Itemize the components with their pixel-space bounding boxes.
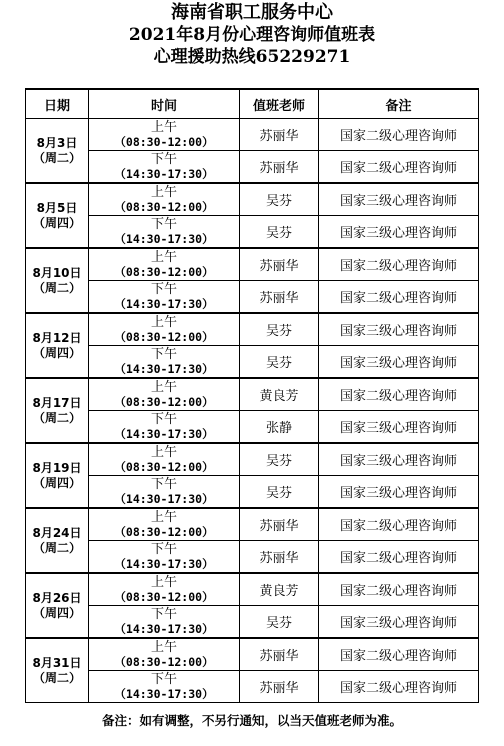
time-cell bbox=[89, 216, 240, 249]
date-label: 8月10日 bbox=[32, 265, 82, 280]
remark-cell: 国家二级心理咨询师 bbox=[319, 151, 479, 184]
teacher-cell: 苏丽华 bbox=[240, 541, 319, 574]
date-label: 8月31日 bbox=[32, 655, 82, 670]
date-label: 8月24日 bbox=[32, 525, 82, 540]
teacher-cell: 吴芬 bbox=[240, 216, 319, 249]
date-label: 8月19日 bbox=[32, 460, 82, 475]
header-remark: 备注 bbox=[319, 89, 479, 119]
date-label: 8月5日 bbox=[36, 200, 78, 215]
weekday-label: （周四） bbox=[32, 475, 81, 490]
period-label: 上午 bbox=[150, 249, 177, 265]
weekday-label: （周二） bbox=[32, 670, 81, 685]
remark-cell: 国家二级心理咨询师 bbox=[319, 573, 479, 606]
date-cell bbox=[26, 508, 89, 573]
time-range: （08:30-12:00） bbox=[114, 459, 214, 474]
period-label: 下午 bbox=[150, 281, 177, 297]
time-cell bbox=[89, 638, 240, 671]
time-range: （08:30-12:00） bbox=[114, 654, 214, 669]
duty-schedule-table bbox=[25, 88, 479, 703]
table-body bbox=[26, 119, 479, 703]
header-date: 日期 bbox=[26, 89, 89, 119]
table-row bbox=[26, 216, 479, 249]
teacher-cell: 吴芬 bbox=[240, 606, 319, 639]
period-label: 下午 bbox=[150, 151, 177, 167]
header-teacher: 值班老师 bbox=[240, 89, 319, 119]
period-label: 下午 bbox=[150, 606, 177, 622]
weekday-label: （周二） bbox=[32, 150, 81, 165]
time-range: （14:30-17:30） bbox=[114, 491, 214, 506]
period-label: 下午 bbox=[150, 476, 177, 492]
remark-cell: 国家二级心理咨询师 bbox=[319, 541, 479, 574]
remark-cell: 国家二级心理咨询师 bbox=[319, 281, 479, 314]
date-label: 8月26日 bbox=[32, 590, 82, 605]
period-label: 下午 bbox=[150, 346, 177, 362]
time-range: （14:30-17:30） bbox=[114, 166, 214, 181]
table-row bbox=[26, 313, 479, 346]
date-cell bbox=[26, 573, 89, 638]
date-cell bbox=[26, 248, 89, 313]
table-row bbox=[26, 248, 479, 281]
time-cell bbox=[89, 671, 240, 703]
time-cell bbox=[89, 119, 240, 151]
weekday-label: （周二） bbox=[32, 280, 81, 295]
time-range: （14:30-17:30） bbox=[114, 556, 214, 571]
table-row bbox=[26, 378, 479, 411]
remark-cell: 国家三级心理咨询师 bbox=[319, 443, 479, 476]
date-cell bbox=[26, 119, 89, 184]
period-label: 下午 bbox=[150, 671, 177, 687]
time-range: （08:30-12:00） bbox=[114, 524, 214, 539]
date-cell bbox=[26, 183, 89, 248]
time-range: （08:30-12:00） bbox=[114, 199, 214, 214]
period-label: 上午 bbox=[150, 509, 177, 525]
table-row bbox=[26, 443, 479, 476]
time-cell bbox=[89, 476, 240, 509]
time-cell bbox=[89, 508, 240, 541]
table-row bbox=[26, 671, 479, 703]
table-row bbox=[26, 573, 479, 606]
date-cell bbox=[26, 443, 89, 508]
remark-cell: 国家二级心理咨询师 bbox=[319, 638, 479, 671]
weekday-label: （周四） bbox=[32, 215, 81, 230]
teacher-cell: 苏丽华 bbox=[240, 281, 319, 314]
time-cell bbox=[89, 346, 240, 379]
table-row bbox=[26, 151, 479, 184]
date-cell bbox=[26, 313, 89, 378]
time-range: （14:30-17:30） bbox=[114, 296, 214, 311]
date-cell bbox=[26, 638, 89, 703]
period-label: 上午 bbox=[150, 444, 177, 460]
time-cell bbox=[89, 313, 240, 346]
time-range: （08:30-12:00） bbox=[114, 264, 214, 279]
period-label: 下午 bbox=[150, 541, 177, 557]
table-row bbox=[26, 183, 479, 216]
time-range: （14:30-17:30） bbox=[114, 426, 214, 441]
period-label: 上午 bbox=[150, 184, 177, 200]
remark-cell: 国家二级心理咨询师 bbox=[319, 119, 479, 151]
teacher-cell: 苏丽华 bbox=[240, 248, 319, 281]
time-cell bbox=[89, 443, 240, 476]
time-cell bbox=[89, 151, 240, 184]
remark-cell: 国家三级心理咨询师 bbox=[319, 183, 479, 216]
table-row bbox=[26, 508, 479, 541]
table-row bbox=[26, 411, 479, 444]
schedule-title: 2021年8月份心理咨询师值班表 bbox=[128, 25, 376, 45]
org-title: 海南省职工服务中心 bbox=[171, 2, 333, 23]
date-label: 8月17日 bbox=[32, 395, 82, 410]
remark-cell: 国家三级心理咨询师 bbox=[319, 476, 479, 509]
teacher-cell: 张静 bbox=[240, 411, 319, 444]
period-label: 上午 bbox=[150, 639, 177, 655]
time-cell bbox=[89, 183, 240, 216]
period-label: 上午 bbox=[150, 314, 177, 330]
table-row bbox=[26, 541, 479, 574]
time-cell bbox=[89, 606, 240, 639]
weekday-label: （周四） bbox=[32, 345, 81, 360]
remark-cell: 国家三级心理咨询师 bbox=[319, 411, 479, 444]
teacher-cell: 苏丽华 bbox=[240, 119, 319, 151]
time-range: （08:30-12:00） bbox=[114, 394, 214, 409]
hotline-title: 心理援助热线65229271 bbox=[153, 47, 351, 67]
table-header-row bbox=[26, 89, 479, 119]
time-range: （14:30-17:30） bbox=[114, 361, 214, 376]
table-row bbox=[26, 119, 479, 151]
teacher-cell: 苏丽华 bbox=[240, 508, 319, 541]
weekday-label: （周二） bbox=[32, 540, 81, 555]
date-label: 8月3日 bbox=[36, 135, 78, 150]
teacher-cell: 苏丽华 bbox=[240, 151, 319, 184]
header-time: 时间 bbox=[89, 89, 240, 119]
table-row bbox=[26, 346, 479, 379]
remark-cell: 国家三级心理咨询师 bbox=[319, 346, 479, 379]
teacher-cell: 吴芬 bbox=[240, 476, 319, 509]
remark-cell: 国家二级心理咨询师 bbox=[319, 378, 479, 411]
teacher-cell: 吴芬 bbox=[240, 346, 319, 379]
remark-cell: 国家二级心理咨询师 bbox=[319, 508, 479, 541]
table-row bbox=[26, 281, 479, 314]
period-label: 下午 bbox=[150, 411, 177, 427]
time-range: （14:30-17:30） bbox=[114, 686, 214, 701]
time-cell bbox=[89, 248, 240, 281]
period-label: 上午 bbox=[150, 574, 177, 590]
weekday-label: （周四） bbox=[32, 605, 81, 620]
time-range: （08:30-12:00） bbox=[114, 589, 214, 604]
teacher-cell: 吴芬 bbox=[240, 313, 319, 346]
title-block bbox=[0, 0, 504, 68]
teacher-cell: 吴芬 bbox=[240, 183, 319, 216]
time-range: （14:30-17:30） bbox=[114, 231, 214, 246]
period-label: 上午 bbox=[150, 379, 177, 395]
remark-cell: 国家三级心理咨询师 bbox=[319, 606, 479, 639]
teacher-cell: 黄良芳 bbox=[240, 573, 319, 606]
time-cell bbox=[89, 573, 240, 606]
teacher-cell: 吴芬 bbox=[240, 443, 319, 476]
remark-cell: 国家三级心理咨询师 bbox=[319, 216, 479, 249]
teacher-cell: 苏丽华 bbox=[240, 638, 319, 671]
time-range: （08:30-12:00） bbox=[114, 329, 214, 344]
time-range: （08:30-12:00） bbox=[114, 134, 214, 149]
remark-cell: 国家二级心理咨询师 bbox=[319, 671, 479, 703]
remark-cell: 国家二级心理咨询师 bbox=[319, 248, 479, 281]
table-row bbox=[26, 606, 479, 639]
date-label: 8月12日 bbox=[32, 330, 82, 345]
period-label: 下午 bbox=[150, 216, 177, 232]
time-cell bbox=[89, 378, 240, 411]
time-cell bbox=[89, 411, 240, 444]
remark-cell: 国家三级心理咨询师 bbox=[319, 313, 479, 346]
time-range: （14:30-17:30） bbox=[114, 621, 214, 636]
teacher-cell: 苏丽华 bbox=[240, 671, 319, 703]
time-cell bbox=[89, 541, 240, 574]
date-cell bbox=[26, 378, 89, 443]
teacher-cell: 黄良芳 bbox=[240, 378, 319, 411]
time-cell bbox=[89, 281, 240, 314]
weekday-label: （周二） bbox=[32, 410, 81, 425]
footer-note: 备注：如有调整，不另行通知，以当天值班老师为准。 bbox=[101, 713, 402, 728]
table-row bbox=[26, 476, 479, 509]
table-row bbox=[26, 638, 479, 671]
period-label: 上午 bbox=[150, 119, 177, 135]
